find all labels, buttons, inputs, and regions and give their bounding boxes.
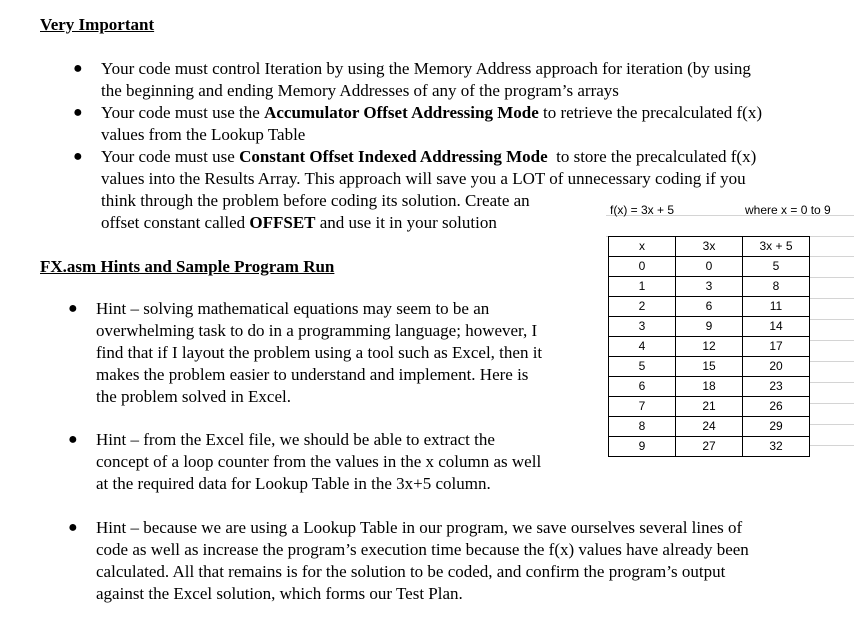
table-cell: 6 bbox=[676, 297, 743, 317]
list-item bbox=[73, 58, 841, 102]
table-cell: 8 bbox=[743, 277, 810, 297]
bullet-icon: ● bbox=[68, 300, 78, 317]
table-cell: 20 bbox=[743, 357, 810, 377]
table-row bbox=[609, 437, 810, 457]
table-row bbox=[609, 257, 810, 277]
list-item-line: Your code must control Iteration by using the Memory Address approach for iteration (by using bbox=[101, 59, 751, 78]
table-cell: 26 bbox=[743, 397, 810, 417]
excel-caption-range: where x = 0 to 9 bbox=[745, 203, 831, 217]
table-row bbox=[609, 317, 810, 337]
bullet-icon: ● bbox=[73, 104, 83, 121]
list-item-line: Your code must use Constant Offset Indexed Addressing Mode to store the precalculated f(x) bbox=[101, 147, 757, 166]
table-cell: 7 bbox=[609, 397, 676, 417]
list-item-line: code as well as increase the program’s execution time because the f(x) values have already been bbox=[96, 540, 749, 559]
table-cell: 5 bbox=[609, 357, 676, 377]
table-row bbox=[609, 357, 810, 377]
table-cell: 1 bbox=[609, 277, 676, 297]
table-cell: 9 bbox=[609, 437, 676, 457]
hint-list-3 bbox=[68, 517, 836, 605]
table-cell: 18 bbox=[676, 377, 743, 397]
hint-list-1 bbox=[68, 298, 596, 408]
table-cell: 5 bbox=[743, 257, 810, 277]
list-item bbox=[68, 429, 596, 495]
table-cell: 21 bbox=[676, 397, 743, 417]
list-item-line: makes the problem easier to understand and implement. Here is bbox=[96, 365, 529, 384]
list-item-line: find that if I layout the problem using a tool such as Excel, then it bbox=[96, 343, 543, 362]
table-cell: 32 bbox=[743, 437, 810, 457]
bullet-icon: ● bbox=[68, 519, 78, 536]
list-item-line: think through the problem before coding its solution. Create an bbox=[101, 191, 530, 210]
table-header-cell: 3x + 5 bbox=[743, 237, 810, 257]
table-row bbox=[609, 377, 810, 397]
table-cell: 8 bbox=[609, 417, 676, 437]
excel-caption-formula: f(x) = 3x + 5 bbox=[610, 203, 675, 217]
list-item-line: concept of a loop counter from the values in the x column as well bbox=[96, 452, 542, 471]
excel-snippet bbox=[606, 197, 854, 467]
table-cell: 12 bbox=[676, 337, 743, 357]
hint-list-2 bbox=[68, 429, 596, 495]
list-item-line: Hint – because we are using a Lookup Table in our program, we save ourselves several lines of bbox=[96, 518, 743, 537]
section-heading-very-important: Very Important bbox=[40, 15, 155, 34]
bullet-icon: ● bbox=[73, 60, 83, 77]
table-row bbox=[609, 337, 810, 357]
table-row bbox=[609, 397, 810, 417]
excel-gridlines bbox=[809, 236, 854, 463]
table-cell: 14 bbox=[743, 317, 810, 337]
table-header-cell: 3x bbox=[676, 237, 743, 257]
table-cell: 11 bbox=[743, 297, 810, 317]
table-row bbox=[609, 297, 810, 317]
table-row bbox=[609, 277, 810, 297]
list-item-line: at the required data for Lookup Table in the 3x+5 column. bbox=[96, 474, 491, 493]
list-item-line: calculated. All that remains is for the solution to be coded, and confirm the program’s output bbox=[96, 562, 726, 581]
list-item-line: Hint – from the Excel file, we should be able to extract the bbox=[96, 430, 495, 449]
list-item-line: the beginning and ending Memory Addresses of any of the program’s arrays bbox=[101, 81, 619, 100]
list-item-line: Hint – solving mathematical equations may seem to be an bbox=[96, 299, 490, 318]
list-item bbox=[68, 517, 836, 605]
bullet-icon: ● bbox=[68, 431, 78, 448]
table-cell: 4 bbox=[609, 337, 676, 357]
table-header-row bbox=[609, 237, 810, 257]
list-item-line: values from the Lookup Table bbox=[101, 125, 306, 144]
list-item-line: against the Excel solution, which forms our Test Plan. bbox=[96, 584, 463, 603]
list-item bbox=[68, 298, 596, 408]
table-header-cell: x bbox=[609, 237, 676, 257]
table-row bbox=[609, 417, 810, 437]
list-item-line: Your code must use the Accumulator Offset Addressing Mode to retrieve the precalculated f(x) bbox=[101, 103, 762, 122]
excel-table bbox=[608, 236, 810, 457]
list-item bbox=[73, 102, 841, 146]
table-cell: 0 bbox=[609, 257, 676, 277]
table-cell: 15 bbox=[676, 357, 743, 377]
table-cell: 23 bbox=[743, 377, 810, 397]
table-cell: 27 bbox=[676, 437, 743, 457]
table-cell: 29 bbox=[743, 417, 810, 437]
bullet-icon: ● bbox=[73, 148, 83, 165]
table-cell: 3 bbox=[609, 317, 676, 337]
table-cell: 6 bbox=[609, 377, 676, 397]
section-heading-fx-hints: FX.asm Hints and Sample Program Run bbox=[40, 257, 335, 276]
table-cell: 3 bbox=[676, 277, 743, 297]
list-item-line: the problem solved in Excel. bbox=[96, 387, 291, 406]
table-cell: 0 bbox=[676, 257, 743, 277]
list-item-line: values into the Results Array. This approach will save you a LOT of unnecessary coding if you bbox=[101, 169, 746, 188]
list-item-line: offset constant called OFFSET and use it in your solution bbox=[101, 213, 497, 232]
table-cell: 9 bbox=[676, 317, 743, 337]
table-cell: 2 bbox=[609, 297, 676, 317]
table-cell: 24 bbox=[676, 417, 743, 437]
list-item-line: overwhelming task to do in a programming language; however, I bbox=[96, 321, 538, 340]
table-cell: 17 bbox=[743, 337, 810, 357]
